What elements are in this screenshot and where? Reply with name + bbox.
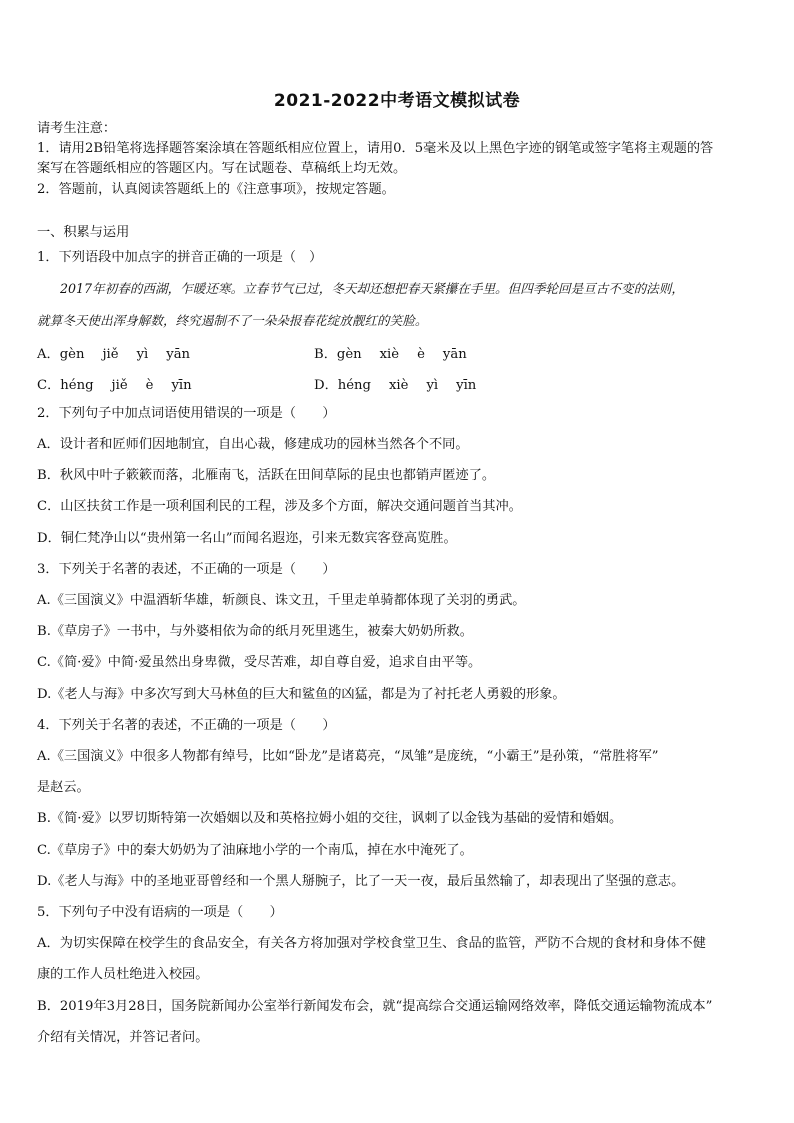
q4-option-c: C.《草房子》中的秦大奶奶为了油麻地小学的一个南瓜，掉在水中淹死了。	[37, 843, 473, 858]
q3-option-d: D.《老人与海》中多次写到大马林鱼的巨大和鲨鱼的凶猛，都是为了衬托老人勇毅的形象。	[37, 687, 566, 702]
pinyin: yīn	[171, 378, 192, 393]
q5-option-b: B．2019年3月28日，国务院新闻办公室举行新闻发布会，就“提高综合交通运输网络效率，降低交通运输物流成本”	[37, 999, 713, 1014]
q3-option-b: B.《草房子》一书中，与外婆相依为命的纸月死里逃生，被秦大奶奶所救。	[37, 624, 473, 639]
page-title: 2021-2022中考语文模拟试卷	[273, 91, 521, 111]
q2-option-b: B．秋风中叶子簌簌而落，北雁南飞，活跃在田间草际的昆虫也都销声匿迹了。	[37, 468, 496, 483]
q4-option-d: D.《老人与海》中的圣地亚哥曾经和一个黑人掰腕子，比了一天一夜，最后虽然输了，却表现出了坚强的意志。	[37, 874, 685, 889]
q1-passage-cont: 就算冬天使出浑身解数，终究遏制不了一朵朵报春花绽放靓红的笑脸。	[37, 313, 428, 328]
section-heading: 一、积累与运用	[37, 225, 130, 240]
q5-option-b-cont: 介绍有关情况，并答记者问。	[37, 1030, 209, 1045]
q2-option-d: D．铜仁梵净山以“贵州第一名山”而闻名遐迩，引来无数宾客登高览胜。	[37, 531, 457, 546]
q5-option-a-cont: 康的工作人员杜绝进入校园。	[37, 967, 209, 982]
q4-option-b: B.《简·爱》以罗切斯特第一次婚姻以及和英格拉姆小姐的交往，讽刺了以金钱为基础的爱情和婚姻。	[37, 811, 623, 826]
pinyin: jiě	[111, 378, 128, 393]
pinyin: yīn	[456, 378, 477, 393]
pinyin: C．héng	[37, 378, 94, 393]
pinyin: xiè	[379, 347, 400, 362]
q5-stem: 5．下列句子中没有语病的一项是（ ）	[37, 905, 283, 920]
pinyin: è	[417, 347, 425, 362]
q4-option-a: A.《三国演义》中很多人物都有绰号，比如“卧龙”是诸葛亮，“凤雏”是庞统，“小霸王”是孙策，“常胜将军”	[37, 749, 659, 764]
notice-heading: 请考生注意：	[37, 121, 117, 136]
q1-option-d	[314, 374, 494, 393]
pinyin: D．héng	[314, 378, 371, 393]
pinyin: B．gèn	[314, 347, 362, 362]
notice-item-1: 1．请用2B铅笔将选择题答案涂填在答题纸相应位置上，请用0．5毫米及以上黑色字迹的钢笔或签字笔将主观题的答	[37, 141, 714, 156]
pinyin: xiè	[389, 378, 409, 393]
pinyin: è	[145, 378, 154, 393]
q1-stem: 1．下列语段中加点字的拼音正确的一项是（ ）	[37, 250, 323, 265]
q2-stem: 2．下列句子中加点词语使用错误的一项是（ ）	[37, 406, 336, 421]
q5-option-a: A．为切实保障在校学生的食品安全，有关各方将加强对学校食堂卫生、食品的监管，严防不合规的食材和身体不健	[37, 936, 706, 951]
pinyin: yān	[442, 347, 467, 362]
q3-option-a: A.《三国演义》中温酒斩华雄，斩颜良、诛文丑，千里走单骑都体现了关羽的勇武。	[37, 593, 526, 608]
notice-item-2: 2．答题前，认真阅读答题纸上的《注意事项》，按规定答题。	[37, 182, 395, 197]
q4-stem: 4．下列关于名著的表述，不正确的一项是（ ）	[37, 718, 336, 733]
pinyin: yān	[166, 347, 191, 362]
q3-stem: 3．下列关于名著的表述，不正确的一项是（ ）	[37, 562, 336, 577]
q3-option-c: C.《简·爱》中简·爱虽然出身卑微，受尽苦难，却自尊自爱，追求自由平等。	[37, 655, 482, 670]
q2-option-c: C．山区扶贫工作是一项利国利民的工程，涉及多个方面，解决交通问题首当其冲。	[37, 499, 522, 514]
pinyin: yì	[426, 378, 439, 393]
pinyin: yì	[136, 347, 149, 362]
q1-option-c	[37, 374, 210, 393]
q2-option-a: A．设计者和匠师们因地制宜，自出心裁，修建成功的园林当然各个不同。	[37, 437, 469, 452]
notice-item-1-cont: 案写在答题纸相应的答题区内。写在试题卷、草稿纸上均无效。	[37, 161, 407, 176]
q1-option-b	[314, 343, 485, 362]
q1-option-a	[37, 343, 208, 362]
q4-option-a-cont: 是赵云。	[37, 780, 90, 795]
pinyin: jiě	[102, 347, 119, 362]
pinyin: A．gèn	[37, 347, 85, 362]
q1-passage: 2017年初春的西湖，乍暖还寒。立春节气已过，冬天却还想把春天紧攥在手里。但四季轮回是亘古不变的法则，	[60, 281, 684, 296]
